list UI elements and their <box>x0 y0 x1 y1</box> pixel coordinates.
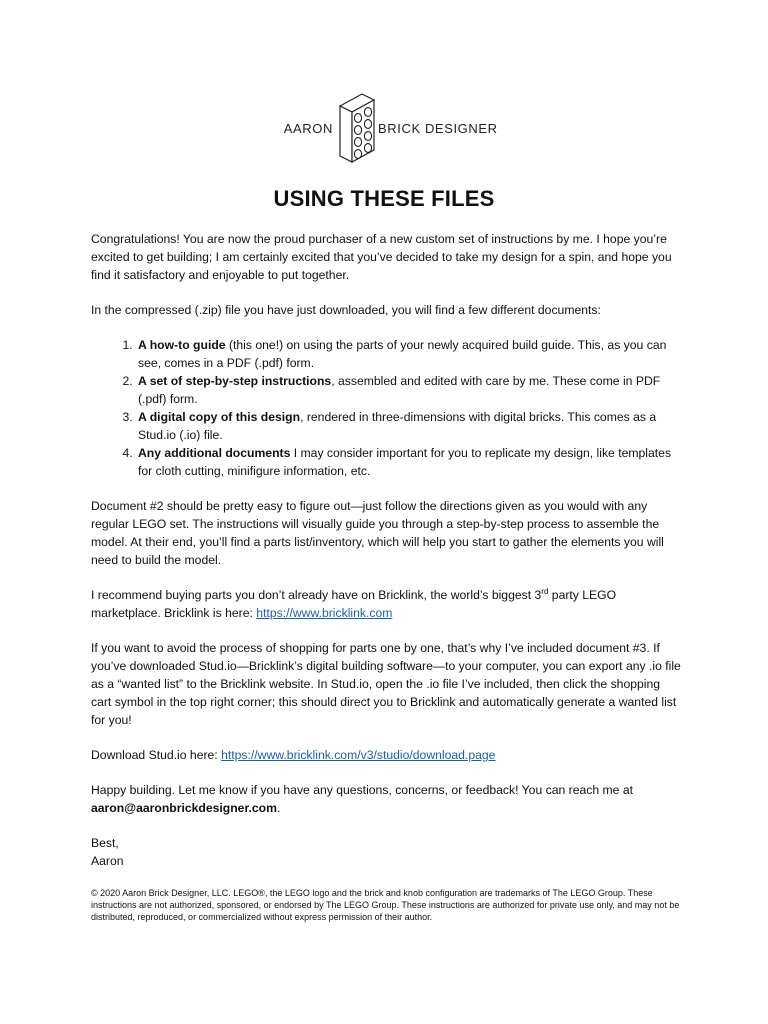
list-item <box>136 408 681 444</box>
contact-email: aaron@aaronbrickdesigner.com <box>91 801 277 815</box>
logo-text-brick-designer: BRICK DESIGNER <box>378 121 498 136</box>
list-item-bold: A how-to guide <box>138 338 226 352</box>
intro-paragraph: Congratulations! You are now the proud purchaser of a new custom set of instructions by me. I hope you’re excited to get building; I am certainly excited that you’ve decided to take my design for a spin, and hope you find it satisfactory and enjoyable to put together. <box>91 232 672 282</box>
bricklink-paragraph <box>91 586 681 622</box>
document-body <box>91 230 681 887</box>
list-item-text: , rendered in three-dimensions with digital bricks. This comes as a Stud.io (.io) file. <box>138 410 657 442</box>
page-title: USING THESE FILES <box>273 186 495 211</box>
bricklink-text-before: I recommend buying parts you don’t already have on Bricklink, the world’s biggest 3 <box>91 588 542 602</box>
document-3-paragraph: If you want to avoid the process of shopping for parts one by one, that’s why I’ve included document #3. If you’ve downloaded Stud.io—Bricklink’s digital building software—to your computer, you can export any .io file as a “wanted list” to the Bricklink website. In Stud.io, open the .io file I’ve included, then click the shopping cart symbol in the top right corner; this should direct you to Bricklink and automatically generate a wanted list for you! <box>91 641 681 727</box>
download-label: Download Stud.io here: <box>91 748 222 762</box>
list-item-bold: Any additional documents <box>138 446 291 460</box>
list-item-bold: A set of step-by-step instructions <box>138 374 332 388</box>
signoff <box>91 834 681 870</box>
signoff-line-2: Aaron <box>91 854 124 868</box>
document-2-paragraph: Document #2 should be pretty easy to figure out—just follow the directions given as you would with any regular LEGO set. The instructions will visually guide you through a step-by-step process to assemble the model. At their end, you’ll find a parts list/inventory, which will help you start to gather the elements you will need to build the model. <box>91 499 664 567</box>
ordinal-superscript: rd <box>541 586 549 596</box>
closing-paragraph <box>91 781 681 817</box>
list-item <box>136 336 681 372</box>
list-item <box>136 372 681 408</box>
logo-text-aaron: AARON <box>283 121 333 136</box>
contents-intro-paragraph: In the compressed (.zip) file you have just downloaded, you will find a few different documents: <box>91 303 601 317</box>
documents-list <box>91 336 681 480</box>
list-item <box>136 444 681 480</box>
bricklink-text-after: party LEGO marketplace. Bricklink is here: <box>91 588 617 620</box>
brand-logo <box>0 92 768 164</box>
list-item-text: , assembled and edited with care by me. These come in PDF (.pdf) form. <box>138 374 661 406</box>
bricklink-link[interactable]: https://www.bricklink.com <box>256 606 393 620</box>
list-item-bold: A digital copy of this design <box>138 410 301 424</box>
lego-brick-icon <box>336 92 376 164</box>
signoff-line-1: Best, <box>91 836 119 850</box>
download-paragraph <box>91 746 681 764</box>
list-item-text: (this one!) on using the parts of your newly acquired build guide. This, as you can see, comes in a PDF (.pdf) form. <box>138 338 667 370</box>
studio-download-link[interactable]: https://www.bricklink.com/v3/studio/download.page <box>221 748 496 762</box>
closing-text: Happy building. Let me know if you have any questions, concerns, or feedback! You can reach me at <box>91 783 633 797</box>
closing-end: . <box>276 801 281 815</box>
list-item-text: I may consider important for you to replicate my design, like templates for cloth cutting, minifigure information, etc. <box>138 446 672 478</box>
copyright-footer: © 2020 Aaron Brick Designer, LLC. LEGO®, the LEGO logo and the brick and knob configuration are trademarks of The LEGO Group. These instructions are not authorized, sponsored, or endorsed by The LEGO Group. These instructions are authorized for private use only, and may not be distributed, reproduced, or commercialized without express permission of their author. <box>91 888 680 922</box>
